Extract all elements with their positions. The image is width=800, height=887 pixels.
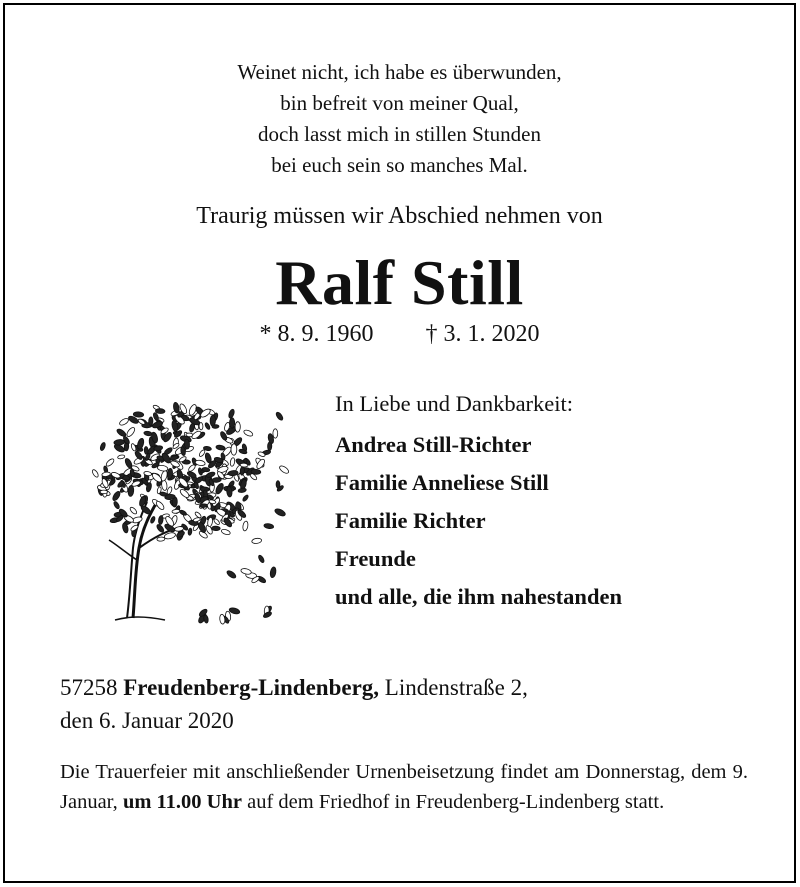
mourners-lead: In Liebe und Dankbarkeit: xyxy=(335,391,574,416)
poem-line: doch lasst mich in stillen Stunden xyxy=(258,122,541,146)
service-info xyxy=(60,757,748,817)
mourner-name: Andrea Still-Richter xyxy=(335,432,532,457)
birth-date: * 8. 9. 1960 xyxy=(259,321,374,347)
poem-line: Weinet nicht, ich habe es überwunden, xyxy=(237,60,562,84)
address-line xyxy=(60,671,528,704)
obituary-notice xyxy=(3,3,796,883)
death-date: † 3. 1. 2020 xyxy=(425,321,540,347)
mourner-name: Freunde xyxy=(335,546,416,571)
street-address: Lindenstraße 2, xyxy=(384,675,528,700)
address-block xyxy=(60,671,528,737)
service-text-after: auf dem Friedhof in Freudenberg-Lindenberg statt. xyxy=(247,791,665,813)
poem-line: bei euch sein so manches Mal. xyxy=(271,153,528,177)
deceased-name: Ralf Still xyxy=(275,247,524,318)
service-text-before: Die Trauerfeier mit anschließender Urnenbeisetzung findet am Donnerstag, dem 9. Januar, xyxy=(60,761,748,813)
town-name: Freudenberg-Lindenberg, xyxy=(123,675,380,700)
mourner-name: Familie Anneliese Still xyxy=(335,470,549,495)
notice-date: den 6. Januar 2020 xyxy=(60,708,234,733)
mourner-name: Familie Richter xyxy=(335,508,486,533)
poem-line: bin befreit von meiner Qual, xyxy=(280,91,519,115)
mourner-name: und alle, die ihm nahestanden xyxy=(335,584,622,609)
intro-text: Traurig müssen wir Abschied nehmen von xyxy=(196,203,603,229)
poem xyxy=(5,57,794,181)
mourners-list xyxy=(335,391,622,616)
service-time: um 11.00 Uhr xyxy=(122,791,242,813)
postal-code: 57258 xyxy=(60,675,118,700)
wind-blown-tree-icon xyxy=(75,380,290,630)
life-dates xyxy=(5,321,794,348)
